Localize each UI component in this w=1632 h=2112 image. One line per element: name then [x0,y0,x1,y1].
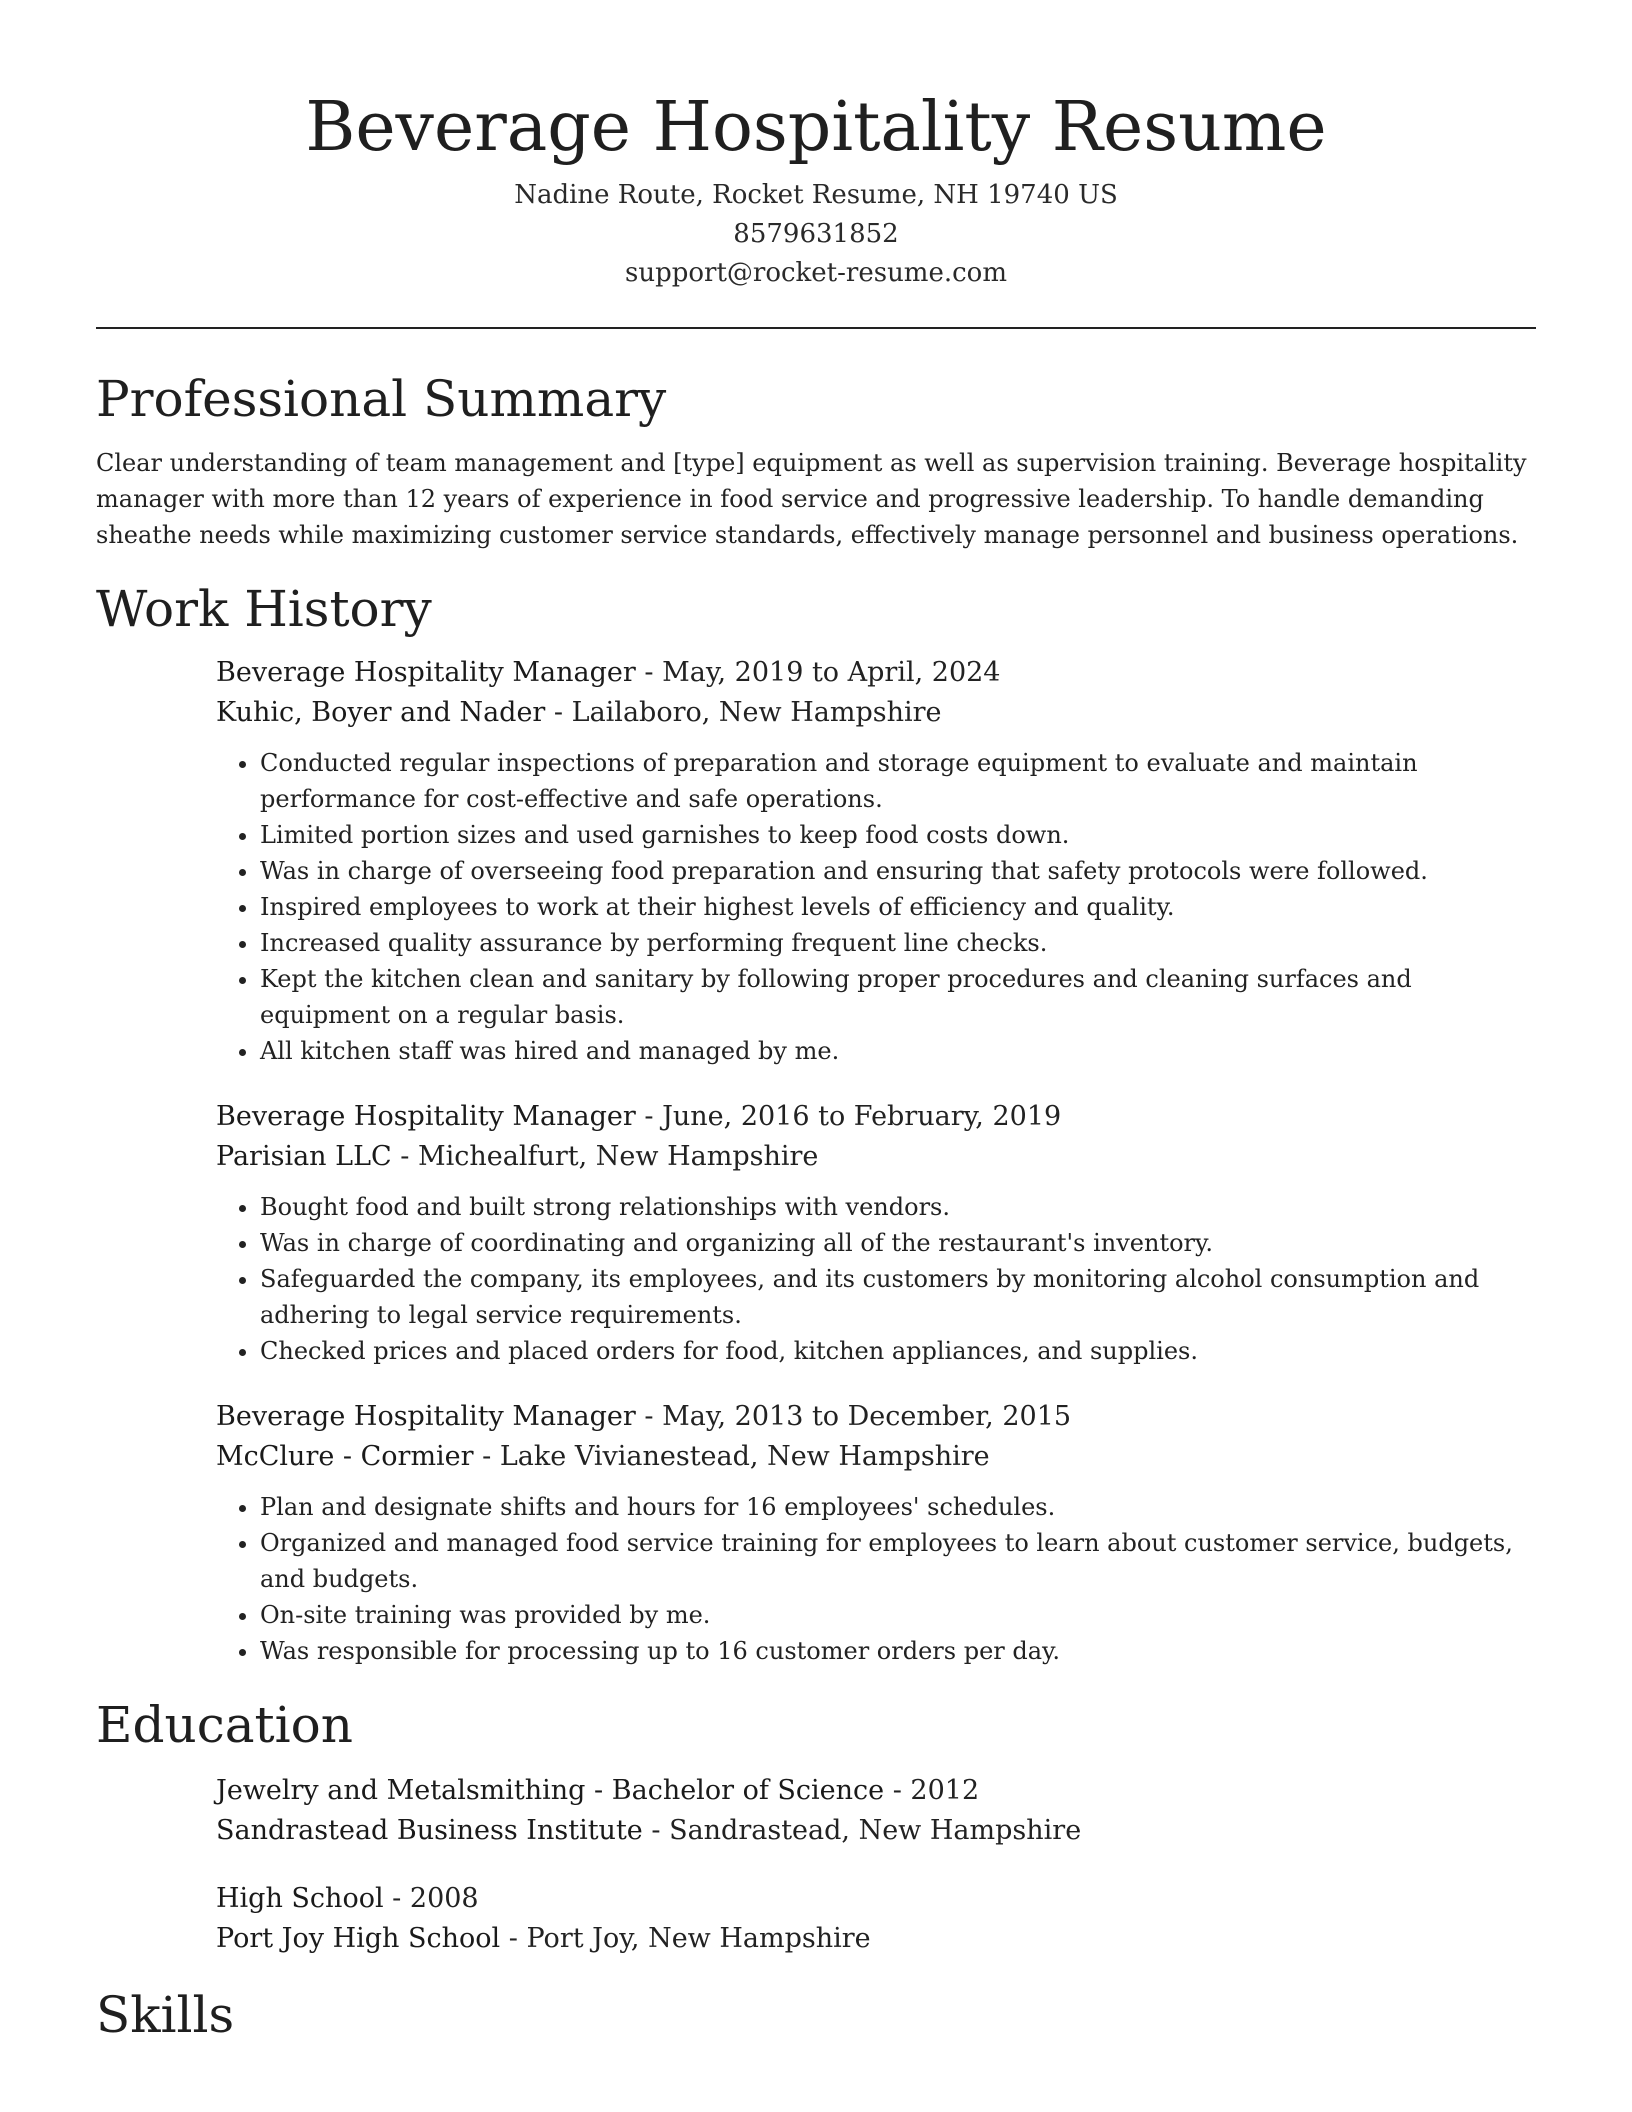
summary-section [96,367,1536,553]
job-bullet: • Bought food and built strong relationships with vendors. [260,1189,1536,1225]
job-company: McClure - Cormier [216,1441,474,1472]
job-company-line [216,693,1536,733]
education-location: Port Joy, New Hampshire [526,1923,871,1954]
job-title-line [216,1397,1536,1437]
job-company-line [216,1137,1536,1177]
job-title-line [216,653,1536,693]
skills-heading: Skills [96,1986,235,2044]
skills-section [96,1983,1536,2047]
summary-text: Clear understanding of team management and [type] equipment as well as supervision training. Beverage hospitality manager with more than 12 years of experience in food service and progressive leadership. To handle demanding sheathe needs while maximizing customer service standards, effectively manage personnel and business operations. [96,449,1527,549]
contact-phone: 8579631852 [733,219,899,249]
education-field: Jewelry and Metalsmithing - Bachelor of Science [216,1775,885,1806]
education-section [96,1693,1536,1959]
education-degree-line [216,1771,1536,1811]
education-entry [216,1771,1536,1851]
separator: - [473,1441,500,1472]
job-bullet: • Safeguarded the company, its employees, and its customers by monitoring alcohol consumption and adhering to legal service requirements. [260,1261,1536,1333]
job-bullet: • Was in charge of overseeing food preparation and ensuring that safety protocols were followed. [260,853,1536,889]
job-bullet: • Kept the kitchen clean and sanitary by following proper procedures and cleaning surfaces and equipment on a regular basis. [260,961,1536,1033]
job-dates: May, 2019 to April, 2024 [662,657,1001,688]
job-bullet: • All kitchen staff was hired and managed by me. [260,1033,1536,1069]
job-location: Michealfurt, New Hampshire [417,1141,819,1172]
summary-heading: Professional Summary [96,370,667,428]
education-heading: Education [96,1696,353,1754]
job-dates: May, 2013 to December, 2015 [662,1401,1072,1432]
job-bullet: • On-site training was provided by me. [260,1597,1536,1633]
job-bullet: • Increased quality assurance by performing frequent line checks. [260,925,1536,961]
job-bullets [216,1489,1536,1669]
job-location: Lake Vivianestead, New Hampshire [499,1441,990,1472]
separator: - [635,1401,663,1432]
education-list [96,1771,1536,1959]
job-title: Beverage Hospitality Manager [216,1101,636,1132]
separator: - [500,1923,527,1954]
resume-header [96,0,1536,293]
contact-email: support@rocket-resume.com [624,258,1007,288]
job-title: Beverage Hospitality Manager [216,657,636,688]
work-history-heading: Work History [96,580,432,638]
education-field: High School [216,1883,384,1914]
education-school-line [216,1811,1536,1851]
job-bullet: • Organized and managed food service training for employees to learn about customer service, budgets, and budgets. [260,1525,1536,1597]
job-bullet: • Inspired employees to work at their highest levels of efficiency and quality. [260,889,1536,925]
header-divider [96,327,1536,329]
education-location: Sandrastead, New Hampshire [669,1815,1082,1846]
job-company: Kuhic, Boyer and Nader [216,697,546,728]
separator: - [635,657,663,688]
job-title: Beverage Hospitality Manager [216,1401,636,1432]
separator: - [635,1101,663,1132]
job-location: Lailaboro, New Hampshire [571,697,942,728]
job-entry [216,1097,1536,1369]
education-year: 2008 [409,1883,479,1914]
separator: - [391,1141,418,1172]
job-bullet: • Checked prices and placed orders for food, kitchen appliances, and supplies. [260,1333,1536,1369]
job-entry [216,1397,1536,1669]
education-school-line [216,1919,1536,1959]
job-title-line [216,1097,1536,1137]
job-bullet: • Plan and designate shifts and hours for 16 employees' schedules. [260,1489,1536,1525]
job-bullets [216,1189,1536,1369]
job-entry [216,653,1536,1069]
education-entry [216,1879,1536,1959]
separator: - [884,1775,911,1806]
job-company-line [216,1437,1536,1477]
education-year: 2012 [910,1775,980,1806]
job-dates: June, 2016 to February, 2019 [662,1101,1062,1132]
separator: - [545,697,572,728]
education-school: Sandrastead Business Institute [216,1815,643,1846]
separator: - [383,1883,410,1914]
contact-address: Nadine Route, Rocket Resume, NH 19740 US [514,180,1118,210]
education-school: Port Joy High School [216,1923,501,1954]
job-bullet: • Was in charge of coordinating and organizing all of the restaurant's inventory. [260,1225,1536,1261]
education-degree-line [216,1879,1536,1919]
job-list [96,653,1536,1669]
job-bullet: • Was responsible for processing up to 16 customer orders per day. [260,1633,1536,1669]
resume-page [96,0,1536,2047]
job-bullet: • Limited portion sizes and used garnishes to keep food costs down. [260,817,1536,853]
job-bullets [216,745,1536,1069]
resume-title: Beverage Hospitality Resume [305,88,1327,167]
separator: - [642,1815,670,1846]
job-bullet: • Conducted regular inspections of preparation and storage equipment to evaluate and maintain performance for cost-effective and safe operations. [260,745,1536,817]
work-history-section [96,577,1536,1669]
job-company: Parisian LLC [216,1141,392,1172]
